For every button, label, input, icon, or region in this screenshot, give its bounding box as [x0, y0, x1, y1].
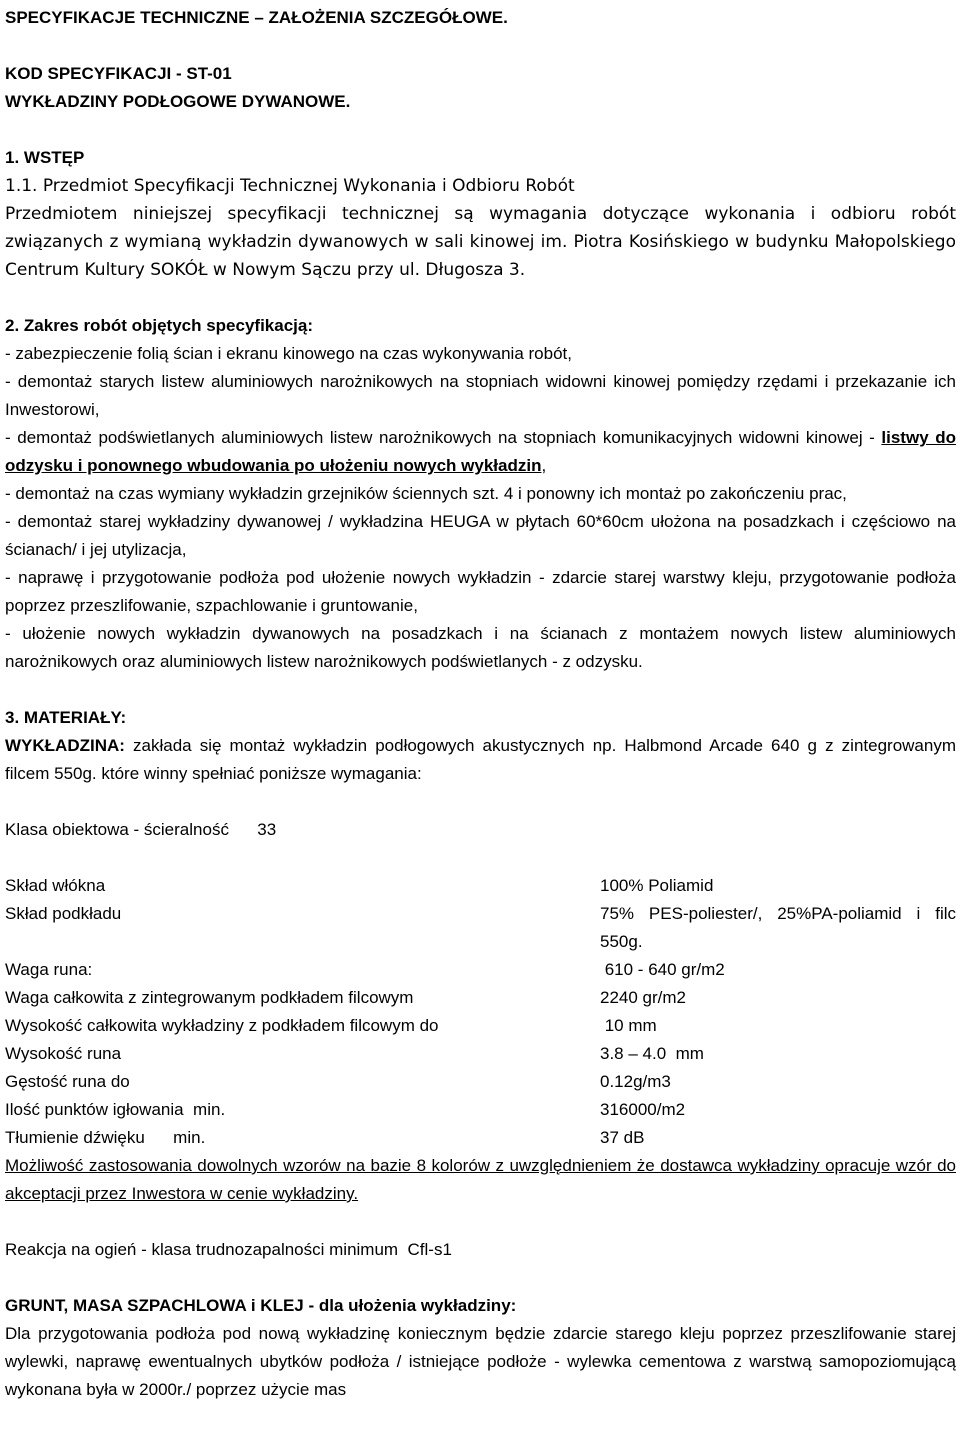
spec-row: [5, 1012, 956, 1040]
spec-label: Ilość punktów igłowania min.: [5, 1100, 226, 1119]
scope-item: - demontaż na czas wymiany wykładzin grzejników ściennych szt. 4 i ponowny ich montaż po zakończeniu prac,: [5, 484, 847, 503]
scope-item: [5, 424, 956, 480]
spec-row: [5, 956, 956, 984]
document-title: SPECYFIKACJE TECHNICZNE – ZAŁOŻENIA SZCZEGÓŁOWE.: [5, 8, 508, 27]
spec-value: 2240 gr/m2: [600, 988, 686, 1007]
spacer: [5, 1208, 956, 1236]
scope-item: - demontaż starych listew aluminiowych narożnikowych na stopniach widowni kinowej pomiędzy rzędami i przekazanie ich Inwestorowi,: [5, 372, 956, 419]
scope-item: - naprawę i przygotowanie podłoża pod ułożenie nowych wykładzin - zdarcie starej warstwy kleju, przygotowanie podłoża poprzez przeszlifowanie, szpachlowanie i gruntowanie,: [5, 568, 956, 615]
spec-value: 75% PES-poliester/, 25%PA-poliamid i filc 550g.: [600, 904, 956, 951]
patterns-note: Możliwość zastosowania dowolnych wzorów na bazie 8 kolorów z uwzględnieniem że dostawca wykładziny opracuje wzór do akceptacji przez Inwestora w cenie wykładziny.: [5, 1156, 956, 1203]
section-2-heading: 2. Zakres robót objętych specyfikacją:: [5, 316, 314, 335]
carpet-paragraph: [5, 732, 956, 788]
spec-table: [5, 872, 956, 1152]
document-page: [5, 4, 956, 1404]
section-3-heading: 3. MATERIAŁY:: [5, 708, 127, 727]
spec-row: [5, 872, 956, 900]
spec-row: [5, 1124, 956, 1152]
primer-heading: GRUNT, MASA SZPACHLOWA i KLEJ - dla ułożenia wykładziny:: [5, 1296, 517, 1315]
abrasion-class-value: 33: [257, 820, 277, 839]
spec-subject: WYKŁADZINY PODŁOGOWE DYWANOWE.: [5, 92, 351, 111]
carpet-label: WYKŁADZINA:: [5, 736, 125, 755]
spacer: [5, 1264, 956, 1292]
spacer: [5, 788, 956, 816]
spec-row: [5, 1068, 956, 1096]
spacer: [5, 32, 956, 60]
abrasion-class-label: Klasa obiektowa - ścieralność: [5, 820, 229, 839]
scope-item: - ułożenie nowych wykładzin dywanowych na posadzkach i na ścianach z montażem nowych listew aluminiowych narożnikowych oraz aluminiowych listew narożnikowych podświetlanych - z odzysku.: [5, 624, 956, 671]
spec-label: Wysokość runa: [5, 1044, 122, 1063]
spec-row: [5, 984, 956, 1012]
spacer: [5, 844, 956, 872]
spec-value: 3.8 – 4.0 mm: [600, 1044, 704, 1063]
spec-value: 100% Poliamid: [600, 876, 714, 895]
spacer: [5, 284, 956, 312]
spec-label: Skład włókna: [5, 876, 106, 895]
spec-code: KOD SPECYFIKACJI - ST-01: [5, 64, 232, 83]
spacer: [5, 116, 956, 144]
spec-label: Skład podkładu: [5, 904, 122, 923]
spec-label: Gęstość runa do: [5, 1072, 130, 1091]
scope-item-emphasis: listwy do odzysku i ponownego wbudowania po ułożeniu nowych wykładzin: [5, 428, 956, 475]
scope-item: - zabezpieczenie folią ścian i ekranu kinowego na czas wykonywania robót,: [5, 344, 572, 363]
spec-value: 316000/m2: [600, 1100, 686, 1119]
spec-label: Waga całkowita z zintegrowanym podkładem filcowym: [5, 988, 414, 1007]
section-1-heading: 1. WSTĘP: [5, 148, 85, 167]
spec-row: [5, 900, 956, 956]
spec-row: [5, 1040, 956, 1068]
spec-value: 10 mm: [600, 1016, 657, 1035]
spec-label: Wysokość całkowita wykładziny z podkładem filcowym do: [5, 1016, 439, 1035]
fire-class: Reakcja na ogień - klasa trudnozapalności minimum Cfl-s1: [5, 1240, 452, 1259]
scope-item: - demontaż starej wykładziny dywanowej / wykładzina HEUGA w płytach 60*60cm ułożona na posadzkach i częściowo na ścianach/ i jej utylizacja,: [5, 512, 956, 559]
spec-value: 0.12g/m3: [600, 1072, 671, 1091]
spec-value: 610 - 640 gr/m2: [600, 960, 725, 979]
spec-label: Waga runa:: [5, 960, 93, 979]
intro-paragraph: Przedmiotem niniejszej specyfikacji technicznej są wymagania dotyczące wykonania i odbioru robót związanych z wymianą wykładzin dywanowych w sali kinowej im. Piotra Kosińskiego w budynku Małopolskiego Centrum Kultury SOKÓŁ w Nowym Sączu przy ul. Długosza 3.: [5, 204, 956, 280]
spacer: [5, 676, 956, 704]
spec-label: Tłumienie dźwięku min.: [5, 1128, 206, 1147]
subsection-1-1-heading: 1.1. Przedmiot Specyfikacji Technicznej Wykonania i Odbioru Robót: [5, 176, 575, 196]
abrasion-class-row: [5, 816, 956, 844]
spec-row: [5, 1096, 956, 1124]
primer-paragraph: Dla przygotowania podłoża pod nową wykładzinę koniecznym będzie zdarcie starego kleju poprzez przeszlifowanie starej wylewki, naprawę ewentualnych ubytków podłoża / istniejące podłoże - wylewka cementowa z warstwą samopoziomującą wykonana była w 2000r./ poprzez użycie mas: [5, 1324, 956, 1399]
scope-item-text: ,: [541, 456, 547, 475]
carpet-text: zakłada się montaż wykładzin podłogowych akustycznych np. Halbmond Arcade 640 g z zintegrowanym filcem 550g. które winny spełniać poniższe wymagania:: [5, 736, 956, 783]
scope-item-text: - demontaż podświetlanych aluminiowych listew narożnikowych na stopniach komunikacyjnych widowni kinowej -: [5, 428, 882, 447]
spec-value: 37 dB: [600, 1128, 645, 1147]
